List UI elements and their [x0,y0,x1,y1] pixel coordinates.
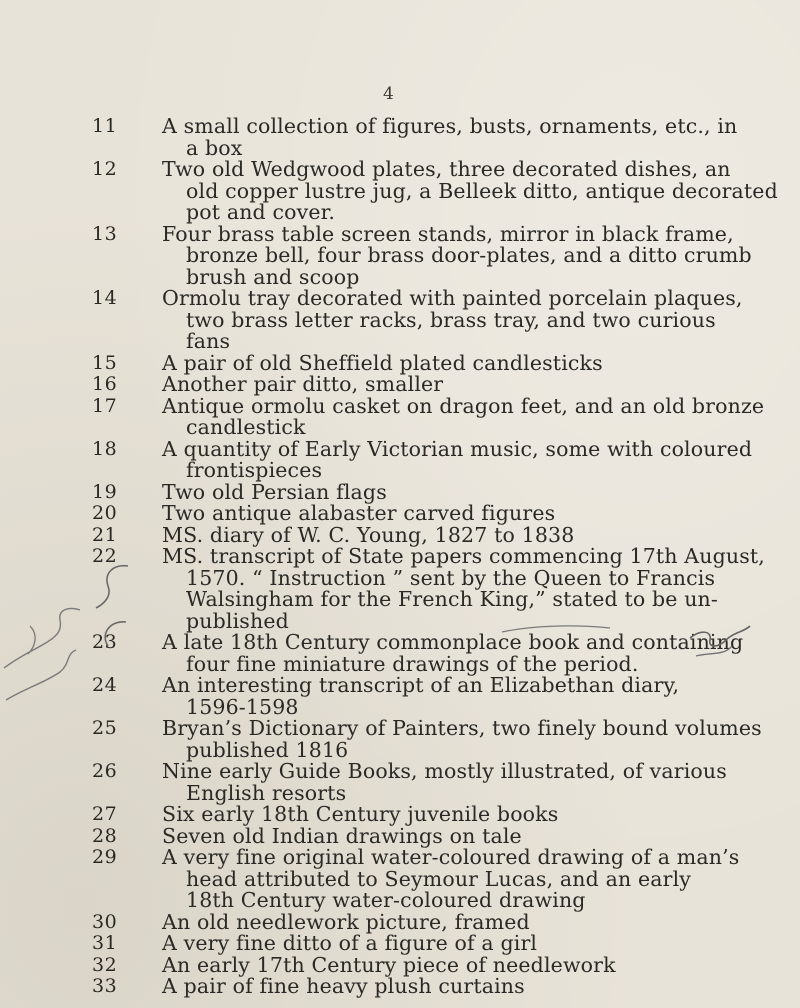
lot-description-line: published [186,608,289,633]
lot-description [162,632,786,675]
lot-description-line: A very fine original water-coloured drawing of a man’s [162,845,740,869]
lot-description-line: Two antique alabaster carved figures [162,501,556,525]
lot-description [162,288,786,353]
lot-entry [92,718,792,761]
lot-description-line: Walsingham for the French King,” stated to be un- [186,587,718,611]
lot-description [162,933,786,955]
lot-description-line: frontispieces [186,458,323,482]
lot-entry [92,909,792,934]
lot-description [162,503,786,525]
lot-description-line: old copper lustre jug, a Belleek ditto, antique decorated [186,178,778,203]
lot-description-line: Four brass table screen stands, mirror in black frame, [162,221,734,246]
lot-description [162,823,786,848]
lot-number: 15 [92,351,118,374]
lot-description-line: Seven old Indian drawings on tale [162,823,522,848]
lot-description-line: a box [186,135,243,160]
lot-description [162,116,786,159]
lot-description-line: brush and scoop [186,264,360,289]
lot-number: 23 [92,631,118,653]
lot-entry [92,952,792,977]
lot-number: 27 [92,803,118,825]
lot-description [162,909,786,934]
lot-number: 33 [92,975,118,997]
lot-entry [92,675,792,718]
lot-entry [92,546,792,632]
lot-entry [92,933,792,955]
lot-description-line: Nine early Guide Books, mostly illustrated, of various [162,759,727,783]
lot-entry [92,503,792,525]
lot-entry [92,761,792,804]
lot-description [162,350,786,375]
lot-description-line: bronze bell, four brass door-plates, and a ditto crumb [186,243,752,267]
lot-description-line: two brass letter racks, brass tray, and two curious [186,307,716,332]
lot-description-line: A late 18th Century commonplace book and containing [162,630,744,654]
lot-description [162,159,786,224]
lot-entry [92,823,792,848]
lot-number: 16 [92,373,118,395]
lot-description-line: head attributed to Seymour Lucas, and an early [186,866,692,891]
lot-number: 30 [92,910,118,933]
lot-entry [92,847,792,912]
lot-number: 14 [92,287,118,309]
lot-entry [92,976,792,998]
lot-number: 17 [92,394,118,417]
lot-description-line: Six early 18th Century juvenile books [162,802,559,826]
lot-description-line: MS. transcript of State papers commencing 17th August, [162,544,765,568]
lot-description [162,761,786,804]
lot-description [162,952,786,977]
lot-entry [92,393,792,439]
lot-entry [92,288,792,353]
lot-description-line: Two old Persian flags [162,479,387,504]
lot-number: 24 [92,674,118,696]
lot-entry [92,116,792,159]
lot-description [162,374,786,396]
lot-description-line: Another pair ditto, smaller [162,372,444,396]
lot-description-line: fans [186,329,231,353]
lot-description [162,522,786,547]
lot-number: 12 [92,158,118,180]
lot-description [162,479,786,504]
lot-entry [92,159,792,224]
lot-entry [92,522,792,547]
lot-entry [92,436,792,482]
lot-description [162,976,786,998]
lot-number: 26 [92,760,118,782]
lot-entry [92,350,792,375]
lot-number: 22 [92,545,118,567]
lot-description [162,675,786,718]
lot-description [162,847,786,912]
lot-description-line: published 1816 [186,737,349,762]
lot-list [92,116,792,998]
lot-description-line: An old needlework picture, framed [162,909,530,934]
lot-description-line: 18th Century water-coloured drawing [186,888,586,912]
lot-number: 32 [92,953,118,976]
lot-description-line: Bryan’s Dictionary of Painters, two finely bound volumes [162,716,762,740]
lot-description-line: A pair of old Sheffield plated candlesticks [162,350,603,375]
lot-description-line: English resorts [186,780,347,805]
lot-description-line: An interesting transcript of an Elizabethan diary, [162,673,680,697]
lot-description [162,546,786,632]
lot-number: 31 [92,932,118,954]
lot-description [162,436,786,482]
lot-description-line: A pair of fine heavy plush curtains [162,974,525,998]
lot-description-line: A quantity of Early Victorian music, some with coloured [162,436,753,461]
lot-number: 11 [92,115,118,137]
lot-entry [92,221,792,289]
lot-number: 18 [92,437,118,460]
lot-description-line: MS. diary of W. C. Young, 1827 to 1838 [162,522,575,547]
lot-description-line: A very fine ditto of a figure of a girl [162,931,538,955]
lot-description-line: Antique ormolu casket on dragon feet, and an old bronze [162,393,765,418]
page-number: 4 [383,84,394,104]
lot-description-line: Ormolu tray decorated with painted porcelain plaques, [162,286,743,310]
lot-number: 19 [92,480,118,503]
lot-description-line: four fine miniature drawings of the period. [186,651,639,676]
lot-entry [92,374,792,396]
lot-entry [92,479,792,504]
lot-number: 13 [92,222,118,245]
lot-number: 29 [92,846,118,868]
lot-description-line: 1570. “ Instruction ” sent by the Queen to Francis [186,565,716,590]
lot-description-line: candlestick [186,415,306,439]
lot-description [162,804,786,826]
lot-number: 20 [92,502,118,524]
lot-entry [92,632,792,675]
lot-description-line: Two old Wedgwood plates, three decorated dishes, an [162,157,731,181]
lot-description-line: An early 17th Century piece of needlework [162,952,616,977]
lot-entry [92,804,792,826]
lot-description-line: A small collection of figures, busts, ornaments, etc., in [162,114,738,138]
lot-number: 21 [92,523,118,546]
lot-description-line: pot and cover. [186,200,335,224]
lot-description [162,221,786,289]
lot-number: 25 [92,717,118,739]
lot-number: 28 [92,824,118,847]
lot-description-line: 1596-1598 [186,694,299,719]
lot-description [162,393,786,439]
lot-description [162,718,786,761]
